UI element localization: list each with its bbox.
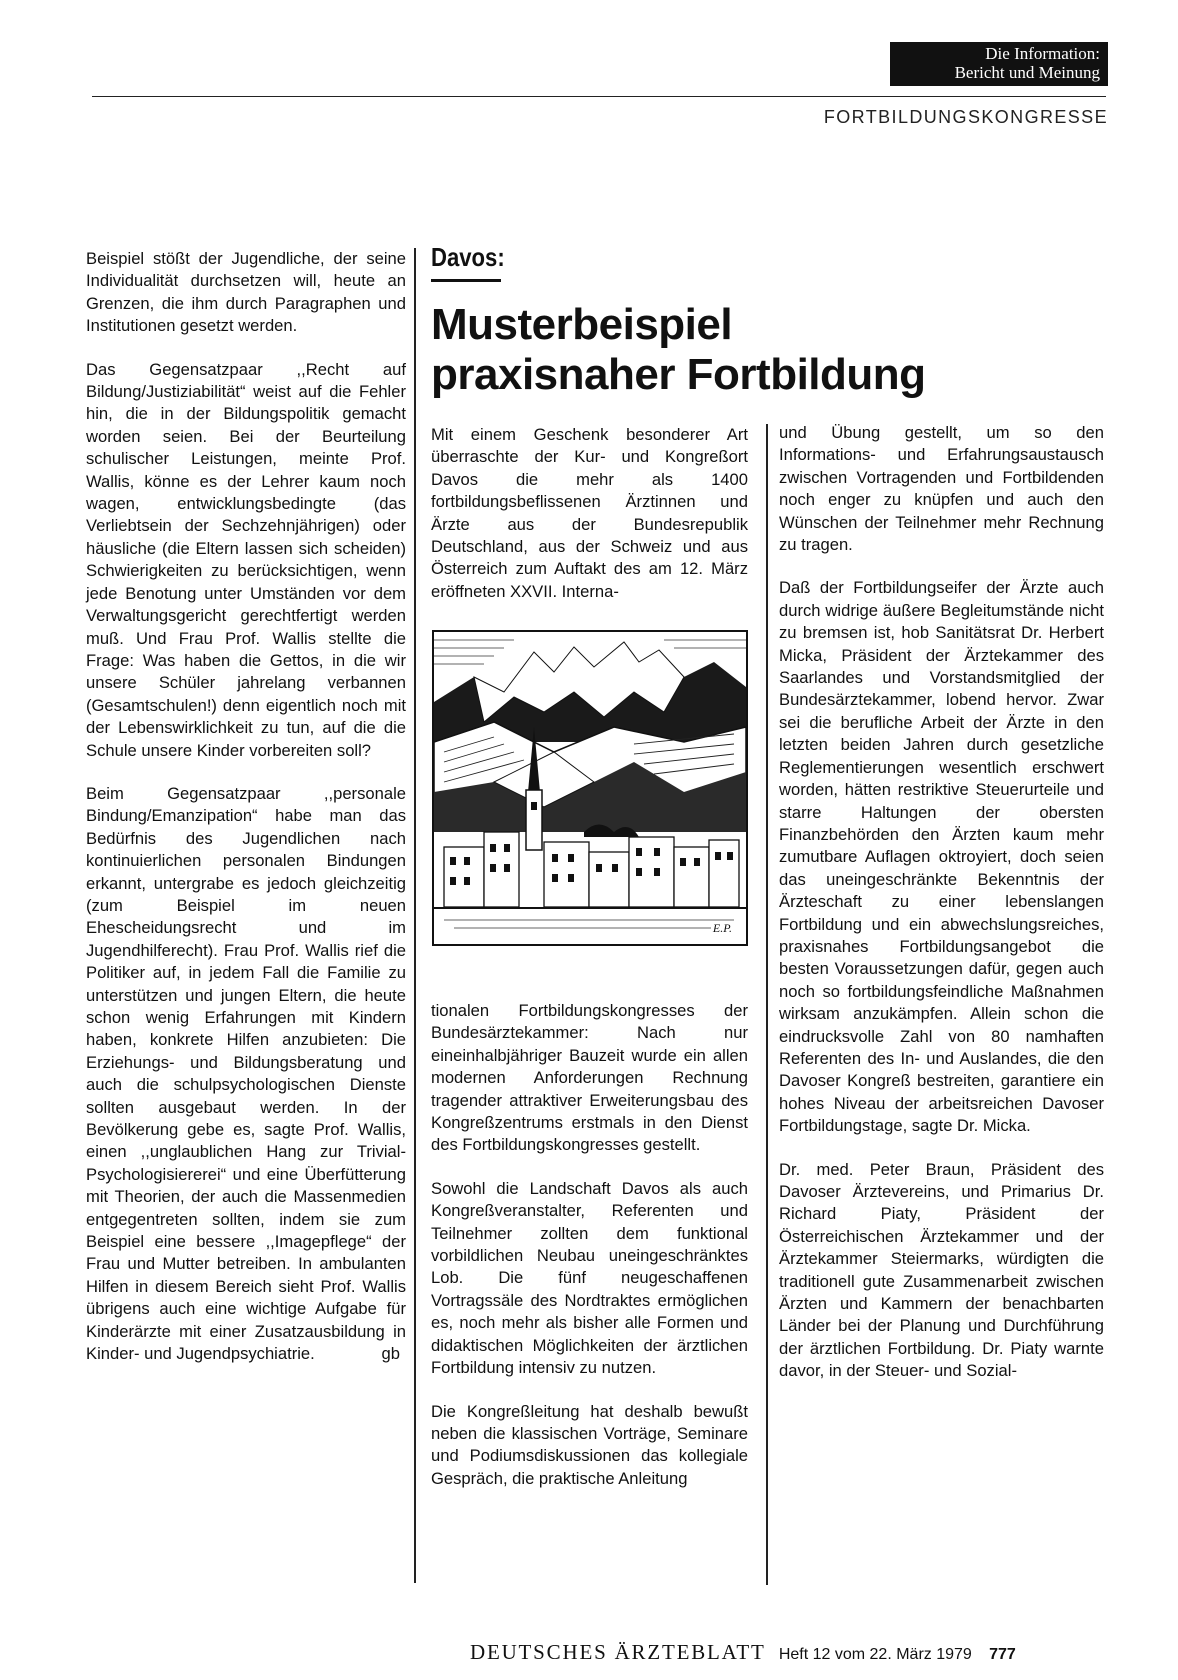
column-divider-left	[414, 248, 416, 1583]
section-tag-line2: Bericht und Meinung	[954, 63, 1100, 82]
headline-line-2: praxisnaher Fortbildung	[431, 350, 926, 399]
left-column	[86, 248, 406, 1366]
section-title: FORTBILDUNGSKONGRESSE	[823, 107, 1108, 127]
middle-column-top	[431, 424, 748, 624]
left-paragraph-2: Das Gegensatzpaar ,,Recht auf Bildung/Justiziabilität“ weist auf die Fehler hin, die in der Bildungspolitik gemacht worden seien. Bei der Beurteilung schulischer Leistungen, meinte Prof. Wallis, könne es der Lehrer kaum noch wagen, entwicklungsbedingte (das Verliebtsein der Sechzehnjährigen) oder häusliche (die Eltern lassen sich scheiden) Schwierigkeiten zu berücksichtigen, wenn jede Benotung unter Umständen vor dem Verwaltungsgericht gerechtfertigt werden muß. Und Frau Prof. Wallis stellte die Frage: Was haben die Gettos, in die wir unsere Schüler jahrelang verbannen (Gesamtschulen!) denn eigentlich noch mit der Lebenswirklichkeit zu tun, auf die die Schule unsere Kinder vorbereiten soll?	[86, 359, 406, 760]
left-paragraph-3-text: Beim Gegensatzpaar ,,personale Bindung/Emanzipation“ habe man das Bedürfnis des Jugendlichen nach kontinuierlichen personalen Bindungen erkannt, untergrabe es jedoch gleichzeitig (zum Beispiel im neuen Ehescheidungsrecht und im Jugendhilferecht). Frau Prof. Wallis rief die Politiker auf, in jedem Fall die Familie zu unterstützen und jungen Eltern, die heute schon wenig Erfahrungen mit Kindern haben, konkrete Hilfen anzubieten: Die Erziehungs- und Bildungsberatung und auch die schulpsychologischen Dienste sollten ausgebaut werden. In der Bevölkerung gebe es, sagte Prof. Wallis, einen ,,unglaublichen Hang zur Trivial-Psychologisiererei“ und eine Überfütterung mit Theorien, der auch die Massenmedien entgegentreten sollten, indem sie zum Beispiel eine bessere ,,Imagepflege“ der Frau und Mutter betreiben. In ambulanten Hilfen in diesem Bereich sieht Prof. Wallis übrigens auch eine wichtige Aufgabe für Kinderärzte mit einer Zusatzausbildung in Kinder- und Jugendpsychiatrie.	[86, 783, 406, 1364]
right-column	[779, 422, 1104, 1383]
page-footer	[470, 1640, 1016, 1665]
middle-paragraph-2: Sowohl die Landschaft Davos als auch Kongreßveranstalter, Referenten und Teilnehmer zollten dem funktional vorbildlichen Neubau uneingeschränktes Lob. Die fünf neugeschaffenen Vortragssäle des Nordtraktes ermöglichen es, noch mehr als bisher alle Formen und didaktischen Möglichkeiten der ärztlichen Fortbildung intensiv zu nutzen.	[431, 1178, 748, 1378]
davos-drawing	[434, 632, 746, 944]
middle-paragraph-1: Mit einem Geschenk besonderer Art überraschte der Kur- und Kongreßort Davos die mehr als 1400 fortbildungsbeflissenen Ärztinnen und Ärzte aus der Bundesrepublik Deutschland, aus der Schweiz und aus Österreich zum Auftakt des am 12. März eröffneten XXVII. Interna-	[431, 425, 748, 601]
left-paragraph-3	[86, 783, 406, 1366]
section-tag	[890, 42, 1108, 86]
davos-illustration	[432, 630, 748, 946]
page-number: 777	[989, 1646, 1016, 1663]
middle-paragraph-3: Die Kongreßleitung hat deshalb bewußt neben die klassischen Vorträge, Seminare und Podiumsdiskussionen das kollegiale Gespräch, die praktische Anleitung	[431, 1401, 748, 1488]
kicker-underline	[431, 279, 501, 282]
right-paragraph-1: und Übung gestellt, um so den Informations- und Erfahrungsaustausch zwischen Vortragenden und Fortbildenden noch enger zu knüpfen und auch den Wünschen der Teilnehmer mehr Rechnung zu tragen.	[779, 423, 1104, 555]
article-headline	[431, 300, 926, 400]
column-divider-right	[766, 424, 768, 1585]
issue-info: Heft 12 vom 22. März 1979	[778, 1646, 972, 1663]
article-kicker: Davos:	[431, 242, 505, 272]
author-signature: gb	[381, 1344, 400, 1364]
middle-paragraph-1-continued: tionalen Fortbildungskongresses der Bundesärztekammer: Nach nur eineinhalbjähriger Bauzeit wurde ein allen modernen Anforderungen Rechnung tragender attraktiver Erweiterungsbau des Kongreßzentrums erstmals in den Dienst des Fortbildungskongresses gestellt.	[431, 1001, 748, 1155]
headline-line-1: Musterbeispiel	[431, 300, 733, 349]
illustration-signature: E.P.	[712, 921, 732, 935]
right-paragraph-3: Dr. med. Peter Braun, Präsident des Davoser Ärztevereins, und Primarius Dr. Richard Piaty, Präsident der Österreichischen Ärztekammer und der Ärztekammer Steiermarks, würdigten die traditionell gute Zusammenarbeit zwischen Ärzten und Kammern der benachbarten Länder bei der Planung und Durchführung der ärztlichen Fortbildung. Dr. Piaty warnte davor, in der Steuer- und Sozial-	[779, 1159, 1104, 1381]
middle-column-bottom	[431, 1000, 748, 1490]
left-paragraph-1: Beispiel stößt der Jugendliche, der seine Individualität durchsetzen will, heute an Grenzen, die ihm durch Paragraphen und Institutionen gesetzt werden.	[86, 249, 406, 336]
right-paragraph-2: Daß der Fortbildungseifer der Ärzte auch durch widrige äußere Begleitumstände nicht zu bremsen ist, hob Sanitätsrat Dr. Herbert Micka, Präsident der Ärztekammer des Saarlandes und Vorstandsmitglied der Bundesärztekammer, lobend hervor. Zwar sei die berufliche Arbeit der Ärzte in den letzten beiden Jahren durch gesetzliche Reglementierungen wesentlich erschwert worden, hätten restriktive Steuerurteile und starre Haltungen der obersten Finanzbehörden den Ärzten kaum mehr zumutbare Auflagen oktroyiert, doch seien das uneingeschränkte Bekenntnis der Ärzteschaft zu einer lebenslangen Fortbildung und ein abwechslungsreiches, praxisnahes Fortbildungsangebot die besten Voraussetzungen dafür, gegen auch noch so fortbildungsfeindliche Maßnahmen wirksam anzukämpfen. Allein schon die eindrucksvolle Zahl von 80 namhaften Referenten des In- und Auslandes, die den Davoser Kongreß bestreiten, garantiere ein hohes Niveau der arbeitsreichen Davoser Fortbildungstage, sagte Dr. Micka.	[779, 578, 1104, 1136]
magazine-name: DEUTSCHES ÄRZTEBLATT	[470, 1640, 766, 1664]
header-rule	[92, 96, 1106, 97]
section-tag-line1: Die Information:	[985, 44, 1100, 63]
